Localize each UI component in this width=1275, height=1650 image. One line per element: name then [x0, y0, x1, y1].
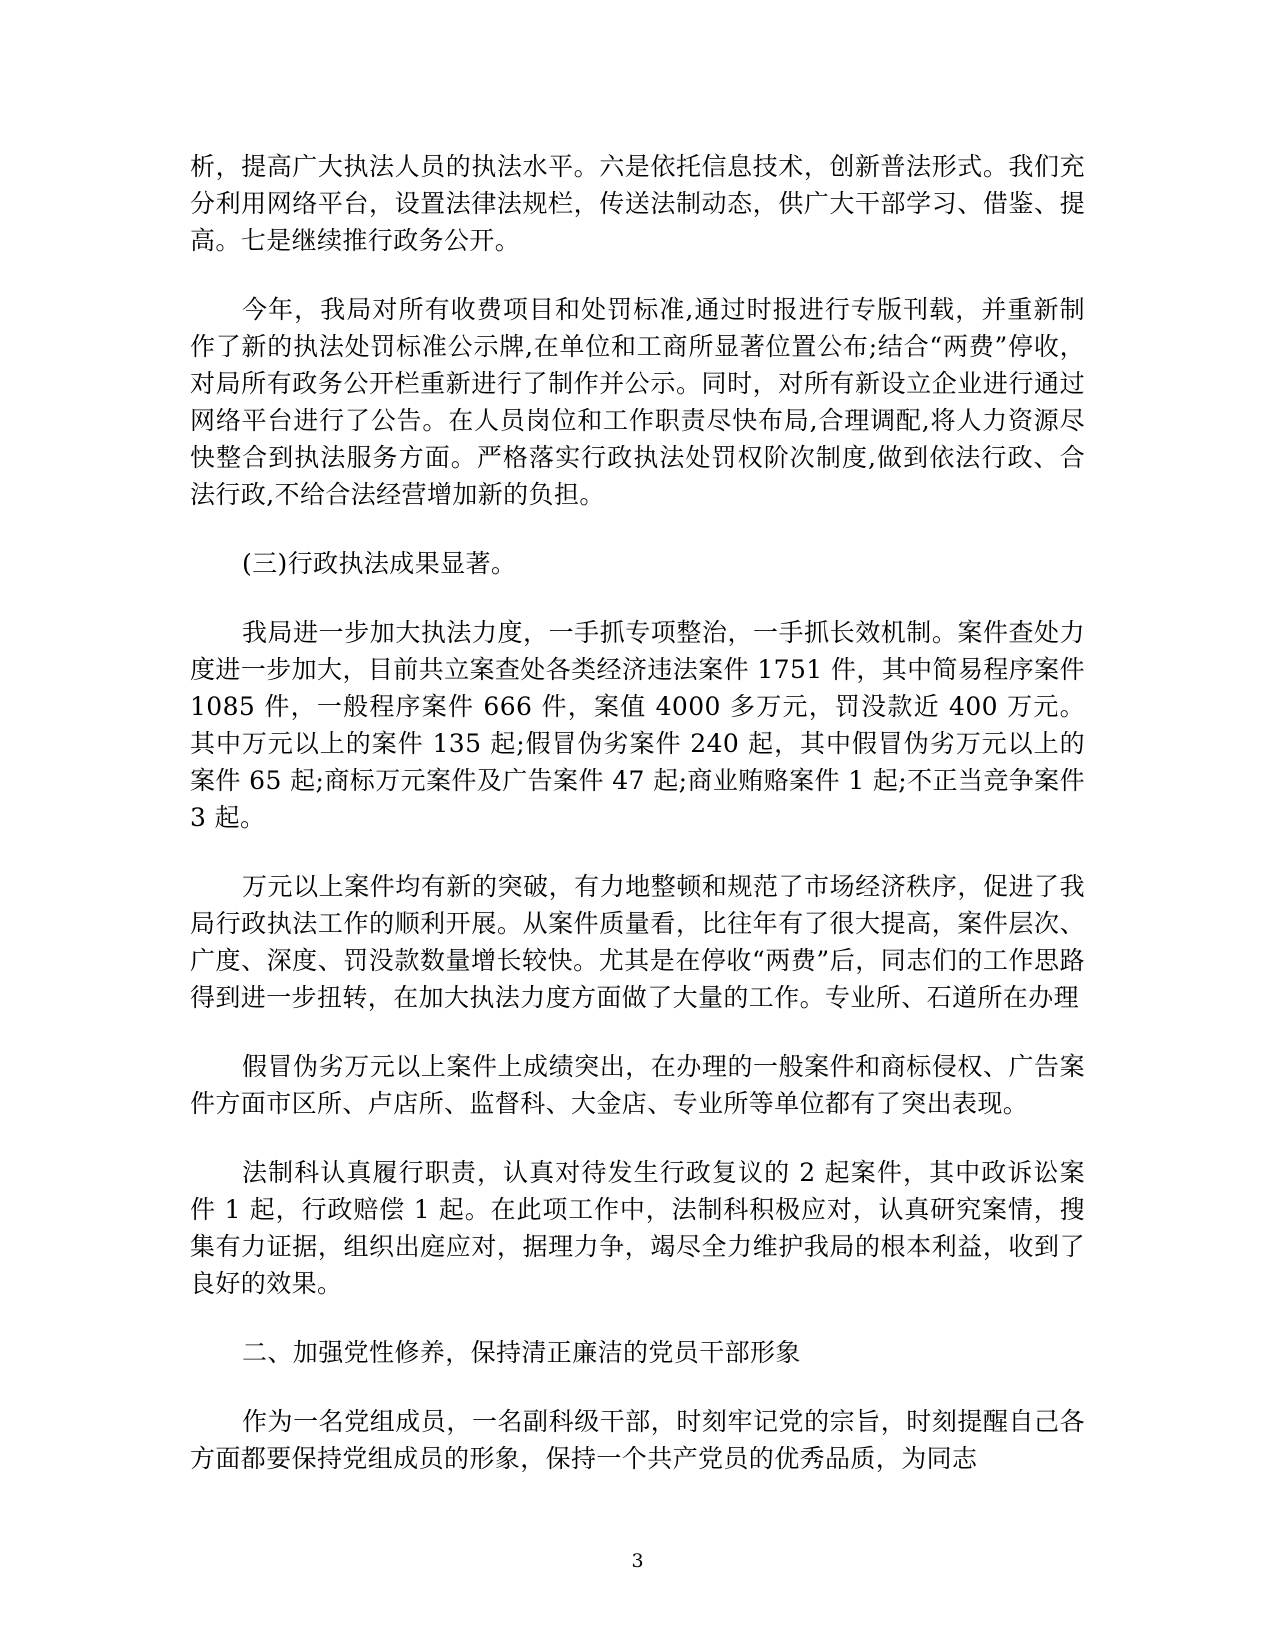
paragraph-legal-section: 法制科认真履行职责，认真对待发生行政复议的 2 起案件，其中政诉讼案件 1 起，行政赔偿 1 起。在此项工作中，法制科积极应对，认真研究案情，搜集有力证据，组织出庭应对，据理力争，竭尽全力维护我局的根本利益，收到了良好的效果。: [190, 1158, 1085, 1298]
paragraph-counterfeit-cases: 假冒伪劣万元以上案件上成绩突出，在办理的一般案件和商标侵权、广告案件方面市区所、卢店所、监督科、大金店、专业所等单位都有了突出表现。: [190, 1052, 1085, 1118]
paragraph-continuation: 析，提高广大执法人员的执法水平。六是依托信息技术，创新普法形式。我们充分利用网络平台，设置法律法规栏，传送法制动态，供广大干部学习、借鉴、提高。七是继续推行政务公开。: [190, 152, 1085, 255]
page-number: 3: [631, 1550, 644, 1572]
paragraph-disclosure: 今年，我局对所有收费项目和处罚标准,通过时报进行专版刊载，并重新制作了新的执法处罚标准公示牌,在单位和工商所显著位置公布;结合“两费”停收，对局所有政务公开栏重新进行了制作并公示。同时，对所有新设立企业进行通过网络平台进行了公告。在人员岗位和工作职责尽快布局,合理调配,将人力资源尽快整合到执法服务方面。严格落实行政执法处罚权阶次制度,做到依法行政、合法行政,不给合法经营增加新的负担。: [190, 295, 1085, 509]
section-heading-party-cultivation: 二、加强党性修养，保持清正廉洁的党员干部形象: [242, 1338, 801, 1367]
paragraph-party-member: 作为一名党组成员，一名副科级干部，时刻牢记党的宗旨，时刻提醒自己各方面都要保持党组成员的形象，保持一个共产党员的优秀品质，为同志: [190, 1407, 1085, 1473]
section-heading-enforcement-results: (三)行政执法成果显著。: [242, 549, 517, 578]
paragraph-case-statistics: 我局进一步加大执法力度，一手抓专项整治，一手抓长效机制。案件查处力度进一步加大，目前共立案查处各类经济违法案件 1751 件，其中简易程序案件 1085 件，一般程序案件 666 件，案值 4000 多万元，罚没款近 400 万元。其中万元以上的案件 135 起;假冒伪劣案件 240 起，其中假冒伪劣万元以上的案件 65 起;商标万元案件及广告案件 47 起;商业贿赂案件 1 起;不正当竞争案件 3 起。: [190, 618, 1085, 832]
document-body: [190, 148, 1085, 1509]
paragraph-breakthrough: 万元以上案件均有新的突破，有力地整顿和规范了市场经济秩序，促进了我局行政执法工作的顺利开展。从案件质量看，比往年有了很大提高，案件层次、广度、深度、罚没款数量增长较快。尤其是在停收“两费”后，同志们的工作思路得到进一步扭转，在加大执法力度方面做了大量的工作。专业所、石道所在办理: [190, 872, 1085, 1012]
